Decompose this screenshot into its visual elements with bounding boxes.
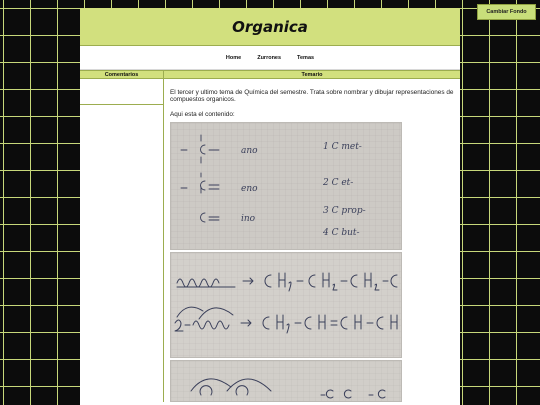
page-container: [80, 8, 460, 405]
note-prefix-but: 4 C but-: [323, 228, 360, 239]
content-label: Aqui esta el contenido:: [170, 110, 235, 118]
main-nav: [80, 46, 460, 70]
nav-link-home[interactable]: Home: [225, 54, 242, 61]
note-suffix-yne: ino: [241, 214, 256, 225]
comments-heading: Comentarios: [80, 70, 163, 79]
note-prefix-met: 1 C met-: [323, 142, 362, 153]
note-suffix-ane: ano: [241, 146, 258, 157]
note-prefix-prop: 3 C prop-: [323, 206, 366, 217]
notebook-photo-partial: [170, 360, 402, 402]
nav-link-zurrones[interactable]: Zurrones: [257, 54, 282, 61]
site-header: [80, 8, 460, 46]
syllabus-heading: Temario: [164, 70, 460, 79]
comments-box: [80, 79, 163, 105]
handwritten-partial-image: [171, 361, 402, 401]
syllabus-column: [164, 70, 460, 402]
handwritten-butene-image: [171, 253, 402, 357]
notebook-photo-suffixes: [170, 122, 402, 250]
syllabus-content: [164, 79, 460, 402]
intro-paragraph: El tercer y ultimo tema de Química del semestre. Trata sobre nombrar y dibujar representaciones de compuestos organicos.: [170, 89, 454, 104]
handwritten-suffixes-image: [171, 123, 402, 249]
notebook-photo-butene: [170, 252, 402, 358]
change-background-button[interactable]: Cambiar Fondo: [477, 4, 536, 20]
comments-column: [80, 70, 164, 402]
note-suffix-ene: eno: [241, 184, 258, 195]
note-prefix-et: 2 C et-: [323, 178, 354, 189]
two-column-layout: [80, 70, 460, 402]
site-title: Organica: [232, 17, 308, 36]
nav-link-temas[interactable]: Temas: [297, 54, 315, 61]
